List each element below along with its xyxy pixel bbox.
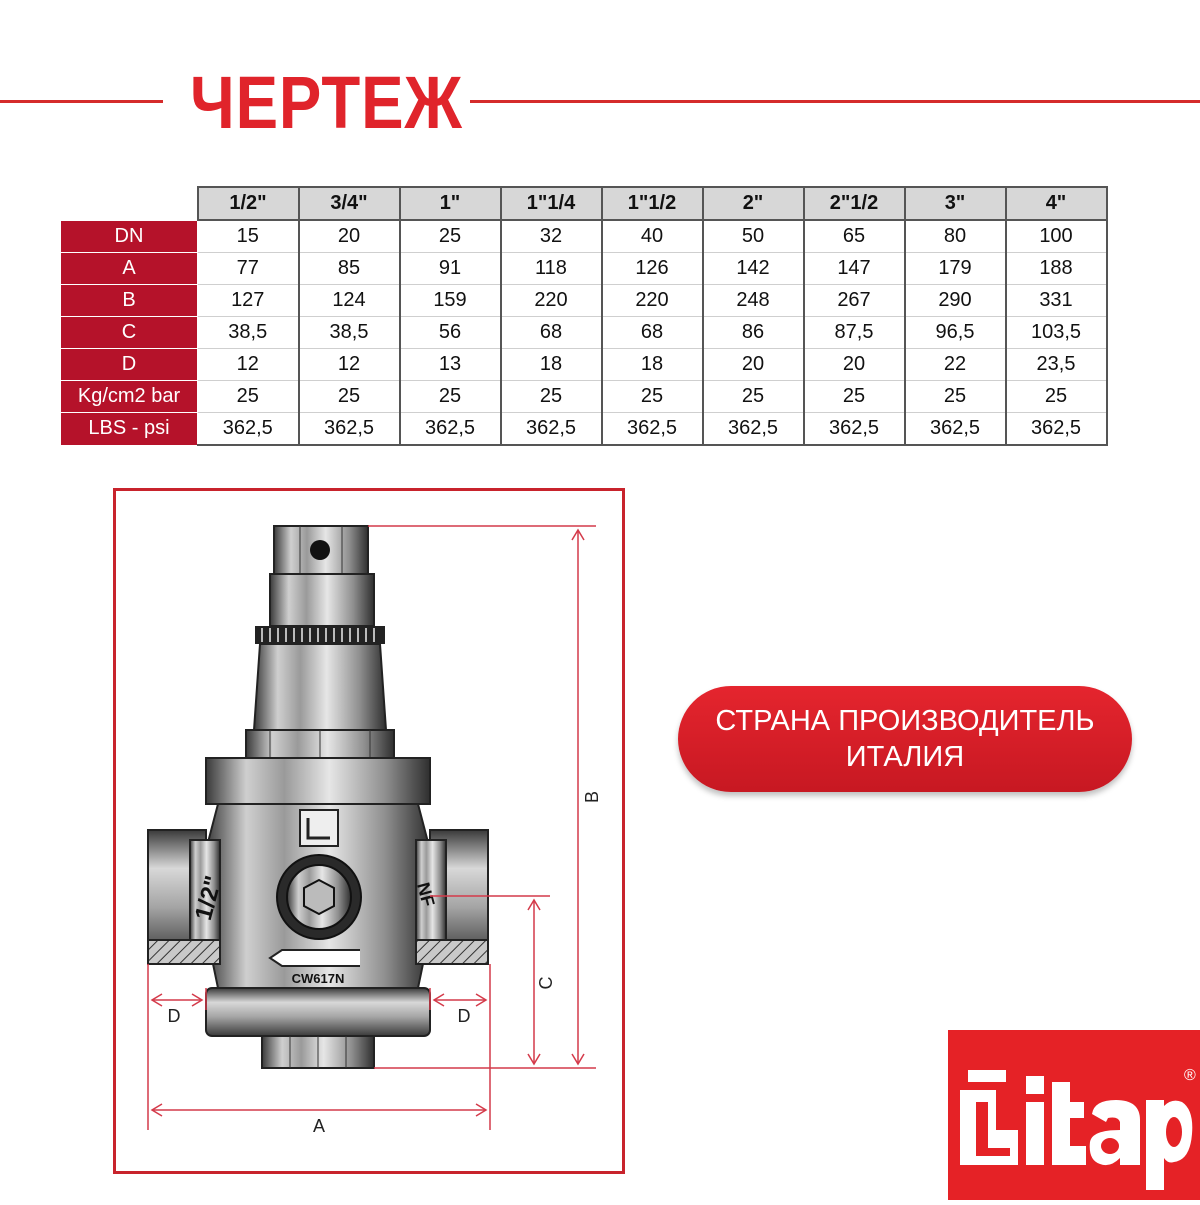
table-cell: 18 bbox=[602, 349, 703, 381]
table-cell: 23,5 bbox=[1006, 349, 1107, 381]
column-header: 3" bbox=[905, 187, 1006, 220]
table-cell: 80 bbox=[905, 220, 1006, 253]
table-cell: 142 bbox=[703, 253, 804, 285]
table-cell: 40 bbox=[602, 220, 703, 253]
table-cell: 362,5 bbox=[198, 413, 299, 446]
table-cell: 159 bbox=[400, 285, 501, 317]
row-header: B bbox=[61, 285, 198, 317]
table-cell: 147 bbox=[804, 253, 905, 285]
country-badge-line2: ИТАЛИЯ bbox=[845, 741, 965, 773]
table-cell: 248 bbox=[703, 285, 804, 317]
table-cell: 20 bbox=[703, 349, 804, 381]
table-cell: 127 bbox=[198, 285, 299, 317]
table-cell: 25 bbox=[400, 220, 501, 253]
table-cell: 86 bbox=[703, 317, 804, 349]
table-cell: 331 bbox=[1006, 285, 1107, 317]
column-header: 1" bbox=[400, 187, 501, 220]
row-header: C bbox=[61, 317, 198, 349]
column-header: 2"1/2 bbox=[804, 187, 905, 220]
table-cell: 179 bbox=[905, 253, 1006, 285]
row-header: LBS - psi bbox=[61, 413, 198, 446]
column-header: 4" bbox=[1006, 187, 1107, 220]
itap-logo-mark bbox=[948, 1030, 1200, 1200]
dimension-b-label: B bbox=[582, 790, 602, 804]
material-mark: CW617N bbox=[291, 971, 345, 986]
column-header: 3/4" bbox=[299, 187, 400, 220]
row-header: A bbox=[61, 253, 198, 285]
table-cell: 77 bbox=[198, 253, 299, 285]
table-cell: 32 bbox=[501, 220, 602, 253]
table-cell: 362,5 bbox=[400, 413, 501, 446]
table-cell: 25 bbox=[299, 381, 400, 413]
table-cell: 12 bbox=[198, 349, 299, 381]
table-cell: 124 bbox=[299, 285, 400, 317]
registered-mark: ® bbox=[1184, 1067, 1196, 1084]
column-header: 1"1/2 bbox=[602, 187, 703, 220]
dimension-d-right-label: D bbox=[457, 1006, 471, 1026]
dimension-a-label: A bbox=[312, 1116, 326, 1136]
table-cell: 56 bbox=[400, 317, 501, 349]
table-cell: 25 bbox=[198, 381, 299, 413]
table-cell: 220 bbox=[501, 285, 602, 317]
column-header: 2" bbox=[703, 187, 804, 220]
table-cell: 38,5 bbox=[198, 317, 299, 349]
table-cell: 126 bbox=[602, 253, 703, 285]
table-cell: 15 bbox=[198, 220, 299, 253]
size-mark: 1/2" bbox=[189, 872, 228, 924]
table-cell: 20 bbox=[299, 220, 400, 253]
table-cell: 188 bbox=[1006, 253, 1107, 285]
table-cell: 362,5 bbox=[905, 413, 1006, 446]
column-header: 1"1/4 bbox=[501, 187, 602, 220]
table-cell: 85 bbox=[299, 253, 400, 285]
table-cell: 13 bbox=[400, 349, 501, 381]
table-cell: 25 bbox=[602, 381, 703, 413]
valve-cap bbox=[246, 526, 394, 758]
table-cell: 50 bbox=[703, 220, 804, 253]
row-header: DN bbox=[61, 220, 198, 253]
table-cell: 25 bbox=[905, 381, 1006, 413]
table-cell: 18 bbox=[501, 349, 602, 381]
table-cell: 290 bbox=[905, 285, 1006, 317]
table-cell: 91 bbox=[400, 253, 501, 285]
valve-body bbox=[206, 758, 430, 1068]
table-cell: 362,5 bbox=[804, 413, 905, 446]
table-cell: 25 bbox=[1006, 381, 1107, 413]
nf-mark: NF bbox=[413, 880, 439, 909]
table-cell: 100 bbox=[1006, 220, 1107, 253]
dimension-d-left-label: D bbox=[167, 1006, 181, 1026]
table-cell: 87,5 bbox=[804, 317, 905, 349]
table-cell: 25 bbox=[501, 381, 602, 413]
table-cell: 20 bbox=[804, 349, 905, 381]
table-cell: 68 bbox=[501, 317, 602, 349]
table-cell: 25 bbox=[400, 381, 501, 413]
table-cell: 103,5 bbox=[1006, 317, 1107, 349]
row-header: D bbox=[61, 349, 198, 381]
country-badge bbox=[678, 686, 1132, 792]
dimension-c-label: C bbox=[536, 976, 556, 990]
page-title: ЧЕРТЕЖ bbox=[190, 61, 463, 144]
table-cell: 38,5 bbox=[299, 317, 400, 349]
table-cell: 362,5 bbox=[602, 413, 703, 446]
table-cell: 22 bbox=[905, 349, 1006, 381]
table-cell: 220 bbox=[602, 285, 703, 317]
table-cell: 12 bbox=[299, 349, 400, 381]
table-cell: 25 bbox=[703, 381, 804, 413]
table-cell: 267 bbox=[804, 285, 905, 317]
table-cell: 118 bbox=[501, 253, 602, 285]
table-cell: 362,5 bbox=[1006, 413, 1107, 446]
country-badge-line1: СТРАНА ПРОИЗВОДИТЕЛЬ bbox=[715, 705, 1095, 737]
table-cell: 68 bbox=[602, 317, 703, 349]
column-header: 1/2" bbox=[198, 187, 299, 220]
row-header: Kg/cm2 bar bbox=[61, 381, 198, 413]
table-cell: 65 bbox=[804, 220, 905, 253]
table-cell: 362,5 bbox=[703, 413, 804, 446]
brand-logo bbox=[948, 1030, 1200, 1200]
table-cell: 96,5 bbox=[905, 317, 1006, 349]
table-cell: 362,5 bbox=[501, 413, 602, 446]
table-cell: 362,5 bbox=[299, 413, 400, 446]
table-cell: 25 bbox=[804, 381, 905, 413]
